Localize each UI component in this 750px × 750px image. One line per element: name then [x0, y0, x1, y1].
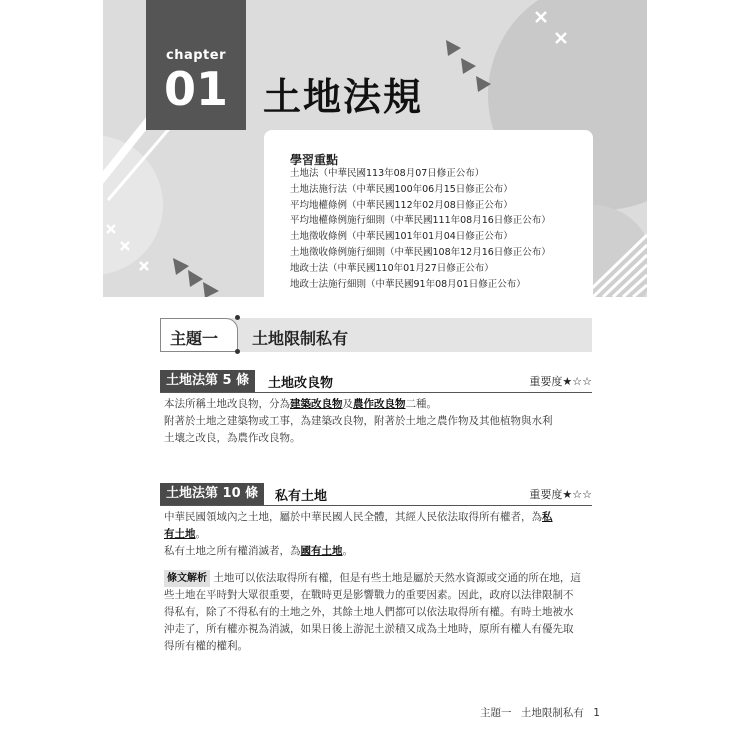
- article-10-paragraph-2: 私有土地之所有權消滅者，為國有土地。: [164, 545, 353, 557]
- footer-title: 土地限制私有: [520, 707, 584, 719]
- list-item: 土地法（中華民國113年08月07日修正公布）: [290, 168, 485, 179]
- importance-rating: 重要度★☆☆: [529, 488, 592, 501]
- page-footer: [480, 705, 600, 720]
- highlight-term: 有土地: [164, 528, 196, 540]
- chapter-label: chapter: [166, 48, 226, 63]
- article-tag: 土地法第 10 條: [160, 483, 264, 505]
- list-item: 平均地權條例（中華民國112年02月08日修正公布）: [290, 199, 513, 211]
- key-points-heading: 學習重點: [290, 153, 339, 167]
- importance-rating: 重要度★☆☆: [529, 375, 592, 388]
- topic-dot-icon: [235, 315, 240, 320]
- key-points-list: [290, 166, 551, 292]
- list-item: 地政士法（中華民國110年01月27日修正公布）: [290, 262, 494, 274]
- article-5-paragraph-2: 附著於土地之建築物或工事，為建築改良物，附著於土地之農作物及其他植物與水利 土壤之改良，為農作改良物。: [164, 415, 553, 444]
- article-10-paragraph-1: 中華民國領域內之土地，屬於中華民國人民全體，其經人民依法取得所有權者，為私 有土地。: [164, 511, 553, 540]
- article-10-header: [160, 483, 592, 506]
- article-tag: 土地法第 5 條: [160, 370, 255, 392]
- highlight-term: 私: [542, 511, 553, 523]
- highlight-term: 國有土地: [300, 545, 343, 557]
- topic-label: 主題一: [170, 329, 219, 348]
- topic-title: 土地限制私有: [252, 329, 349, 348]
- analysis-tag: 條文解析: [164, 570, 210, 587]
- list-item: 地政士法施行細則（中華民國91年08月01日修正公布）: [290, 278, 526, 290]
- highlight-term: 農作改良物: [353, 398, 406, 410]
- article-5-header: [160, 370, 592, 393]
- highlight-term: 建築改良物: [290, 398, 343, 410]
- chapter-number: 01: [163, 62, 228, 116]
- article-10-analysis: 條文解析 土地可以依法取得所有權，但是有些土地是屬於天然水資源或交通的所在地，這 些土地在平時對大眾很重要，在戰時更是影響戰力的重要因素。因此，政府以法律限制不 得私有，除了不得私有的土地之外，其餘土地人們都可以依法取得所有權。有時土地被水 沖走了，所有權亦視為消滅，如果日後上游泥土淤積又成為土地時，原所有權人有優先取 得所有權的權利。: [164, 572, 581, 652]
- article-title: 私有土地: [275, 489, 328, 504]
- page-number: 1: [593, 707, 600, 719]
- article-title: 土地改良物: [268, 376, 334, 391]
- article-5-paragraph-1: 本法所稱土地改良物，分為建築改良物及農作改良物二種。: [164, 398, 437, 410]
- list-item: 平均地權條例施行細則（中華民國111年08月16日修正公布）: [290, 215, 551, 227]
- chapter-title: 土地法規: [263, 75, 424, 119]
- list-item: 土地法施行法（中華民國100年06月15日修正公布）: [290, 183, 513, 195]
- list-item: 土地徵收條例施行細則（中華民國108年12月16日修正公布）: [290, 246, 551, 258]
- footer-topic: 主題一: [480, 707, 512, 719]
- list-item: 土地徵收條例（中華民國101年01月04日修正公布）: [290, 231, 513, 243]
- topic-dot-icon: [235, 349, 240, 354]
